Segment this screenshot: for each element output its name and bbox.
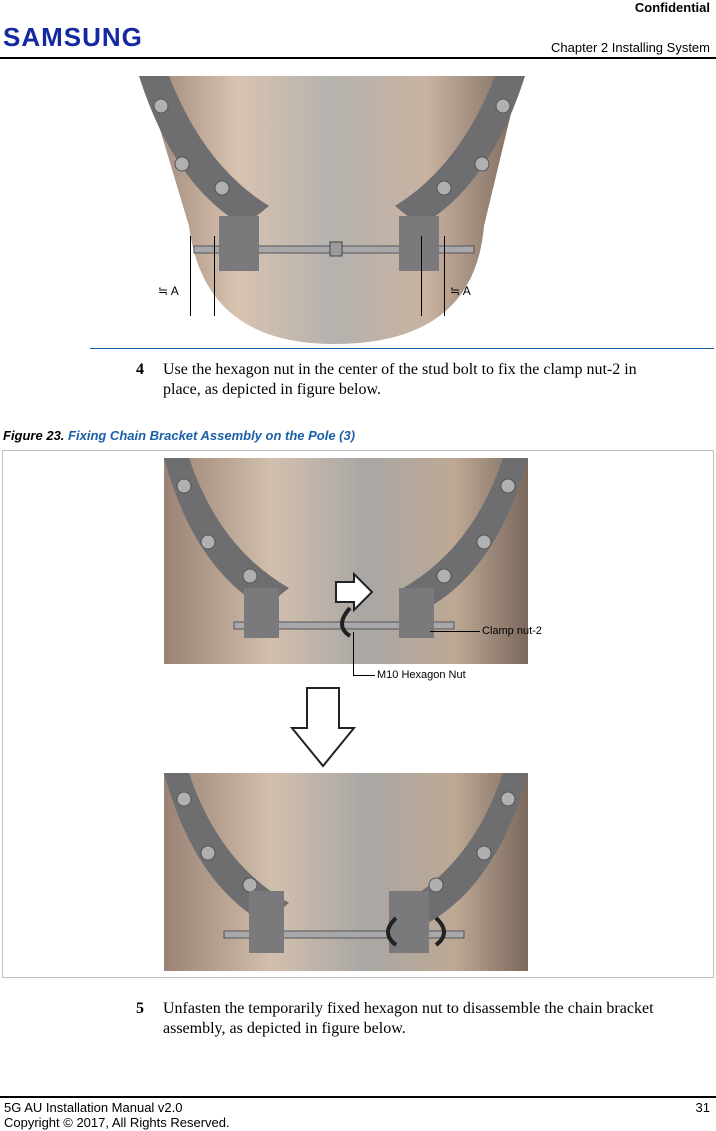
step-text-line: Use the hexagon nut in the center of the stud bolt to fix the clamp nut-2 in [163, 361, 637, 378]
pole-bracket-image-top [134, 76, 530, 344]
figure-caption [3, 428, 355, 443]
header-divider [0, 57, 716, 59]
step-divider [90, 348, 714, 349]
dimension-label-right: ≒ A [450, 284, 471, 298]
figure-title: Fixing Chain Bracket Assembly on the Pole (3) [68, 428, 356, 443]
footer-copyright: Copyright © 2017, All Rights Reserved. [4, 1115, 230, 1130]
dimension-line-right-inner [421, 236, 422, 316]
callout-leader-hex-nut [353, 675, 375, 676]
step-text-line: Unfasten the temporarily fixed hexagon nut to disassemble the chain bracket [163, 1000, 654, 1017]
callout-leader-clamp-nut [430, 631, 480, 632]
dimension-label-left: ≒ A [158, 284, 179, 298]
svg-text:SAMSUNG: SAMSUNG [3, 24, 143, 50]
step-number: 5 [136, 1000, 144, 1017]
callout-hex-nut: M10 Hexagon Nut [377, 669, 466, 681]
samsung-logo [3, 24, 153, 50]
step-number: 4 [136, 361, 144, 378]
dimension-line-left-inner [214, 236, 215, 316]
page-number: 31 [695, 1100, 710, 1115]
footer-manual-title: 5G AU Installation Manual v2.0 [4, 1100, 183, 1115]
callout-clamp-nut: Clamp nut-2 [482, 625, 542, 637]
confidential-label: Confidential [634, 0, 710, 15]
down-arrow-icon [290, 686, 356, 768]
step-text-line: assembly, as depicted in figure below. [163, 1020, 406, 1037]
step-text-line: place, as depicted in figure below. [163, 381, 381, 398]
chapter-title: Chapter 2 Installing System [551, 40, 710, 55]
pole-bracket-image-after [164, 773, 528, 971]
footer-divider [0, 1096, 716, 1098]
figure-label: Figure 23. [3, 428, 65, 443]
dimension-line-left [190, 236, 191, 316]
dimension-line-right [444, 236, 445, 316]
pole-bracket-image-before [164, 458, 528, 664]
callout-leader-hex-nut-vertical [353, 632, 354, 676]
